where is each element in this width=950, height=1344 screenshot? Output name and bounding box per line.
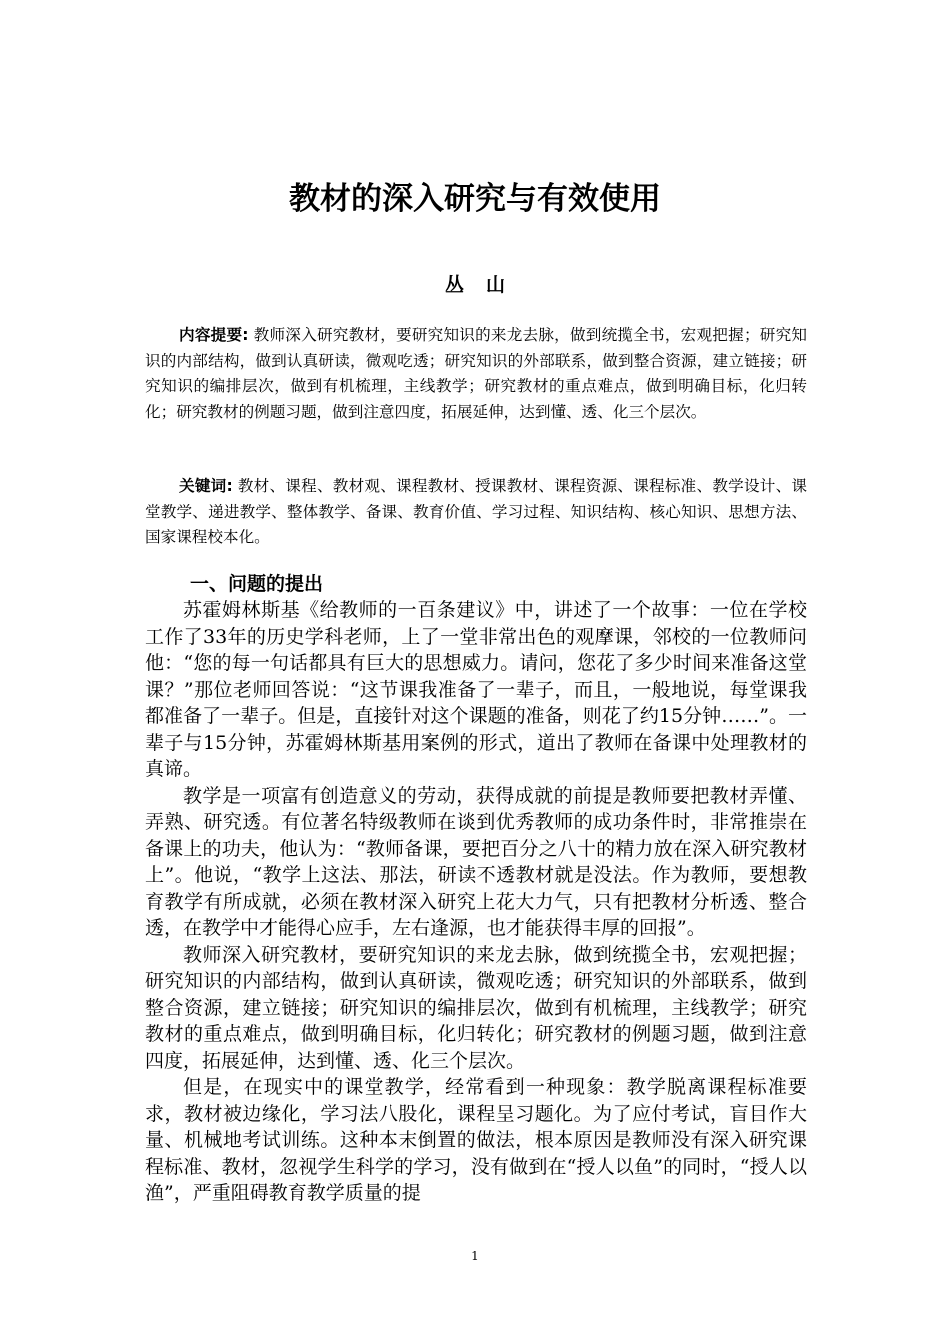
paragraph: 苏霍姆林斯基《给教师的一百条建议》中，讲述了一个故事：一位在学校工作了33年的历史学科老师，上了一堂非常出色的观摩课，邻校的一位教师问他：“您的每一句话都具有巨大的思想威力。请问，您花了多少时间来准备这堂课？”那位老师回答说：“这节课我准备了一辈子，而且，一般地说，每堂课我都准备了一辈子。但是，直接针对这个课题的准备，则花了约15分钟……”。一辈子与15分钟，苏霍姆林斯基用案例的形式，道出了教师在备课中处理教材的真谛。	[145, 599, 807, 780]
keywords-label: 关键词:	[179, 477, 233, 495]
abstract-text: 教师深入研究教材，要研究知识的来龙去脉，做到统揽全书，宏观把握；研究知识的内部结构，做到认真研读，微观吃透；研究知识的外部联系，做到整合资源，建立链接；研究知识的编排层次，做到有机梳理，主线教学；研究教材的重点难点，做到明确目标，化归转化；研究教材的例题习题，做到注意四度，拓展延伸，达到懂、透、化三个层次。	[145, 326, 807, 421]
keywords	[145, 474, 807, 551]
paragraph: 教学是一项富有创造意义的劳动，获得成就的前提是教师要把教材弄懂、弄熟、研究透。有位著名特级教师在谈到优秀教师的成功条件时，非常推崇在备课上的功夫，他认为：“教师备课，要把百分之八十的精力放在深入研究教材上”。他说，“教学上这法、那法，研读不透教材就是没法。作为教师，要想教育教学有所成就，必须在教材深入研究上花大力气，只有把教材分析透、整合透，在教学中才能得心应手，左右逢源，也才能获得丰厚的回报”。	[145, 784, 807, 939]
paragraph: 教师深入研究教材，要研究知识的来龙去脉，做到统揽全书，宏观把握；研究知识的内部结构，做到认真研读，微观吃透；研究知识的外部联系，做到整合资源，建立链接；研究知识的编排层次，做到有机梳理，主线教学；研究教材的重点难点，做到明确目标，化归转化；研究教材的例题习题，做到注意四度，拓展延伸，达到懂、透、化三个层次。	[145, 943, 807, 1072]
abstract-label: 内容提要:	[179, 326, 249, 344]
document-author: 丛山	[444, 274, 527, 296]
paragraph: 但是，在现实中的课堂教学，经常看到一种现象：教学脱离课程标准要求，教材被边缘化，学习法八股化，课程呈习题化。为了应付考试，盲目作大量、机械地考试训练。这种本末倒置的做法，根本原因是教师没有深入研究课程标准、教材，忽视学生科学的学习，没有做到在“授人以鱼”的同时，“授人以渔”，严重阻碍教育教学质量的提	[145, 1076, 807, 1204]
page-number: 1	[471, 1249, 479, 1263]
document-title: 教材的深入研究与有效使用	[289, 181, 661, 217]
body-text	[145, 597, 807, 1207]
keywords-text: 教材、课程、教材观、课程教材、授课教材、课程资源、课程标准、教学设计、课堂教学、递进教学、整体教学、备课、教育价值、学习过程、知识结构、核心知识、思想方法、国家课程校本化。	[145, 477, 807, 547]
section-heading: 一、问题的提出	[190, 573, 324, 595]
abstract	[145, 323, 807, 425]
